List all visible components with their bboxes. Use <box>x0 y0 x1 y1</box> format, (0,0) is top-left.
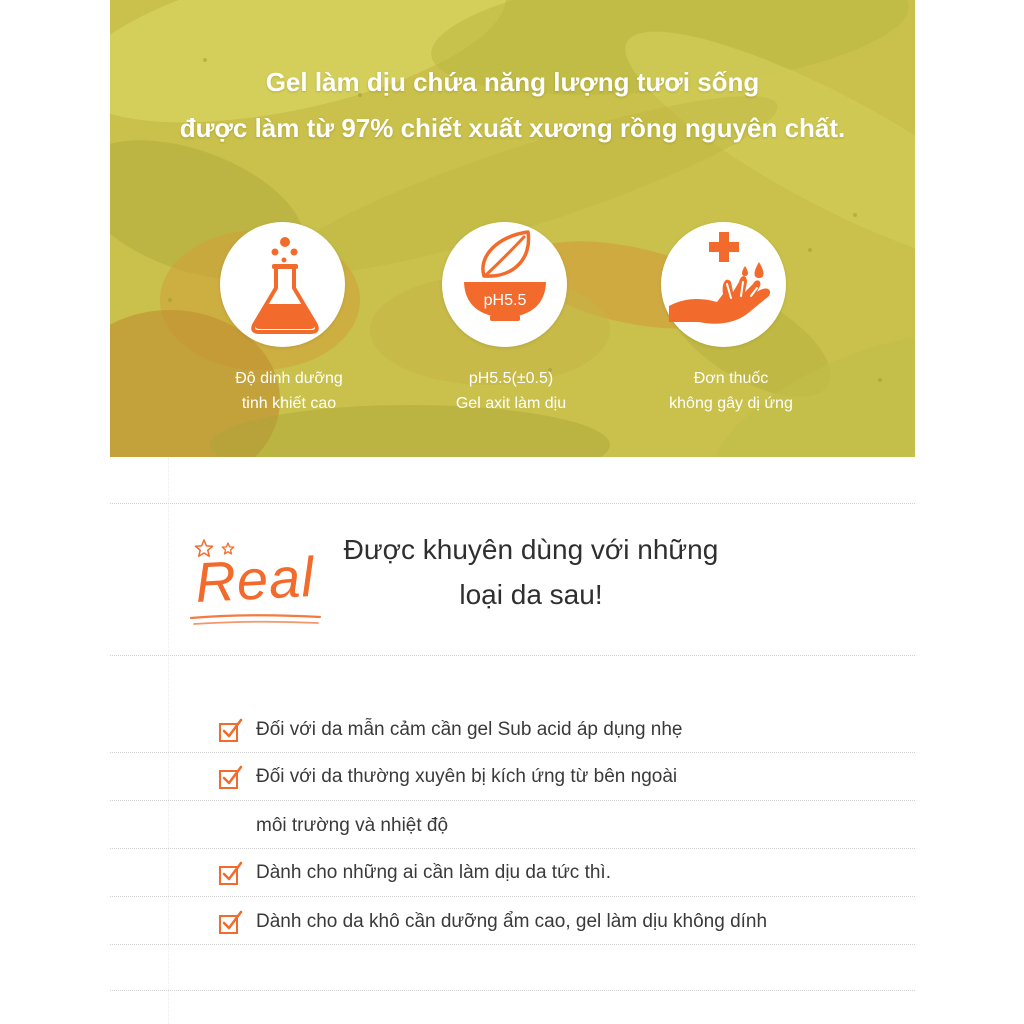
notebook-margin-line <box>168 458 169 1024</box>
notebook-rule <box>110 848 915 849</box>
scribble-underline-icon <box>188 610 328 632</box>
hero-banner <box>110 0 915 457</box>
notebook-rule <box>110 990 915 991</box>
checkbox-icon <box>218 764 244 790</box>
recommend-heading-line1: Được khuyên dùng với những <box>343 534 719 565</box>
feature-label-hypoallergenic <box>631 366 831 416</box>
feature-label-line1: pH5.5(±0.5) <box>468 370 554 387</box>
hero-title-line1: Gel làm dịu chứa năng lượng tươi sống <box>265 67 760 97</box>
feature-label-line2: Gel axit làm dịu <box>455 395 567 412</box>
checklist-item: Đối với da mẫn cảm cần gel Sub acid áp dụng nhẹ <box>256 719 683 740</box>
real-badge: Real <box>193 544 317 614</box>
notebook-rule <box>110 800 915 801</box>
feature-label-line2: tinh khiết cao <box>241 395 337 412</box>
notebook-rule <box>110 752 915 753</box>
checkbox-icon <box>218 717 244 743</box>
hero-title-line2: được làm từ 97% chiết xuất xương rồng nguyên chất. <box>179 113 846 143</box>
ph-badge-text: pH5.5 <box>483 292 527 309</box>
checkbox-icon <box>218 860 244 886</box>
checkbox-icon <box>218 909 244 935</box>
feature-label-line2: không gây dị ứng <box>669 395 793 412</box>
recommend-heading-line2: loại da sau! <box>459 579 603 610</box>
checklist-item: Dành cho da khô cần dưỡng ẩm cao, gel làm dịu không dính <box>256 911 768 932</box>
hand-cross-icon <box>661 222 786 347</box>
feature-label-nutrition <box>189 366 389 416</box>
flask-icon <box>220 222 345 347</box>
feature-circle-nutrition <box>220 222 345 347</box>
feature-label-ph <box>411 366 611 416</box>
checklist-item-continuation: môi trường và nhiệt độ <box>256 815 449 836</box>
notebook-rule <box>110 503 915 504</box>
notebook-rule <box>110 944 915 945</box>
feature-circle-hypoallergenic <box>661 222 786 347</box>
leaf-bowl-icon <box>442 222 567 347</box>
checklist-item: Dành cho những ai cần làm dịu da tức thì. <box>256 862 611 883</box>
feature-label-line1: Đơn thuốc <box>693 370 769 387</box>
checklist-item: Đối với da thường xuyên bị kích ứng từ bên ngoài <box>256 766 678 787</box>
feature-label-line1: Độ dinh dưỡng <box>235 370 343 387</box>
feature-circle-ph <box>442 222 567 347</box>
notebook-rule <box>110 655 915 656</box>
notebook-rule <box>110 896 915 897</box>
